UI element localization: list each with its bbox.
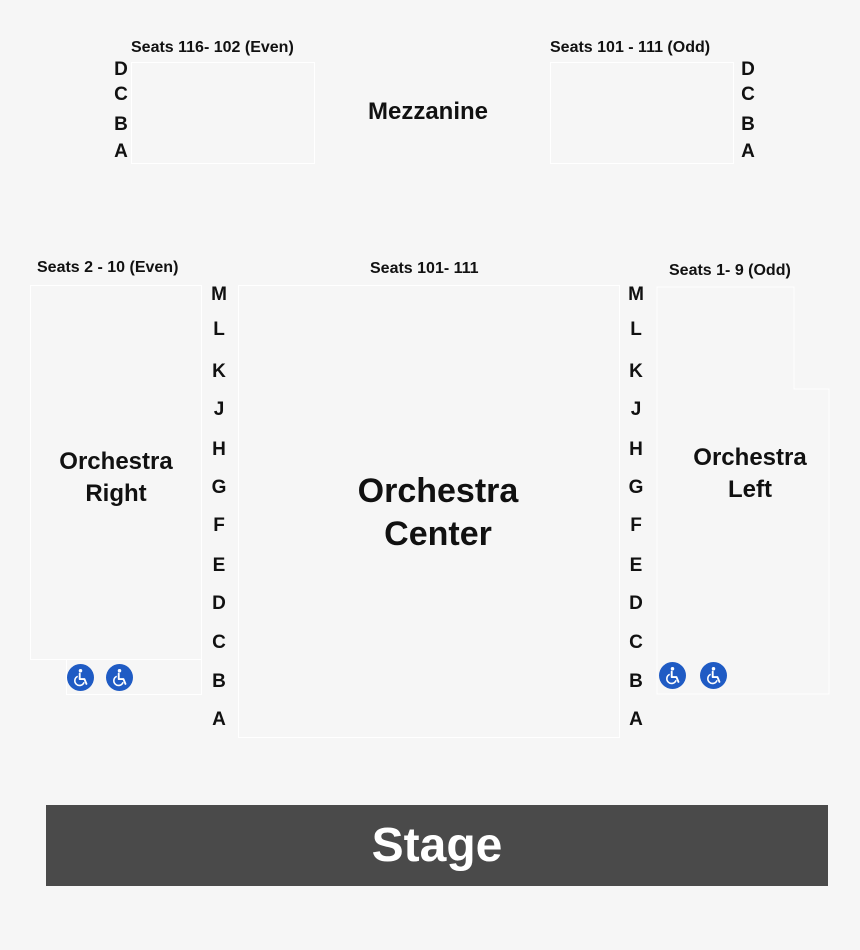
mezzanine-title: Mezzanine [367, 98, 489, 125]
mezz-left-row-a: A [114, 141, 128, 162]
wheelchair-icon[interactable] [67, 664, 94, 691]
mezz-right-row-d: D [741, 59, 755, 80]
orchestra-right-title-line1: Orchestra [59, 448, 173, 475]
mezzanine-right-seats-label: Seats 101 - 111 (Odd) [550, 39, 711, 56]
orchestra-left-aisle-row-a: A [212, 709, 226, 730]
orchestra-left-aisle-row-e: E [212, 555, 226, 576]
orchestra-right-aisle-row-m: M [628, 284, 644, 305]
orchestra-left-aisle-row-j: J [213, 399, 225, 420]
orchestra-right-aisle-row-a: A [629, 709, 643, 730]
orchestra-right-title-line2: Right [85, 480, 147, 507]
orchestra-left-title-line2: Left [728, 476, 772, 503]
mezzanine-right-section[interactable] [550, 62, 734, 164]
mezz-left-row-c: C [114, 84, 128, 105]
orchestra-right-aisle-row-d: D [629, 593, 643, 614]
orchestra-left-aisle-row-f: F [213, 515, 225, 536]
orchestra-left-seats-label: Seats 1- 9 (Odd) [669, 262, 791, 279]
wheelchair-icon[interactable] [659, 662, 686, 689]
orchestra-right-aisle-row-l: L [630, 319, 642, 340]
mezz-left-row-d: D [114, 59, 128, 80]
orchestra-left-title-line1: Orchestra [693, 444, 807, 471]
orchestra-right-seats-label: Seats 2 - 10 (Even) [37, 259, 179, 276]
orchestra-right-aisle-row-k: K [629, 361, 643, 382]
orchestra-left-aisle-row-b: B [212, 671, 226, 692]
orchestra-left-aisle-row-m: M [211, 284, 227, 305]
mezzanine-left-seats-label: Seats 116- 102 (Even) [131, 39, 294, 56]
orchestra-right-aisle-row-b: B [629, 671, 643, 692]
orchestra-center-seats-label: Seats 101- 111 [370, 260, 479, 277]
orchestra-left-title [670, 442, 830, 506]
orchestra-right-aisle-row-g: G [628, 477, 644, 498]
mezz-right-row-a: A [741, 141, 755, 162]
orchestra-right-aisle-row-f: F [630, 515, 642, 536]
mezz-right-row-b: B [741, 114, 755, 135]
orchestra-right-aisle-row-j: J [630, 399, 642, 420]
orchestra-right-title [30, 446, 202, 510]
orchestra-right-aisle-row-e: E [629, 555, 643, 576]
orchestra-right-aisle-row-c: C [629, 632, 643, 653]
orchestra-left-aisle-row-h: H [212, 439, 226, 460]
wheelchair-icon[interactable] [700, 662, 727, 689]
stage-label: Stage [371, 819, 503, 872]
orchestra-left-aisle-row-c: C [212, 632, 226, 653]
orchestra-center-title [238, 470, 638, 556]
mezzanine-left-section[interactable] [131, 62, 315, 164]
orchestra-left-aisle-row-l: L [213, 319, 225, 340]
orchestra-right-aisle-row-h: H [629, 439, 643, 460]
orchestra-left-aisle-row-d: D [212, 593, 226, 614]
mezz-right-row-c: C [741, 84, 755, 105]
orchestra-center-title-line1: Orchestra [357, 472, 519, 510]
orchestra-center-title-line2: Center [384, 515, 492, 553]
stage [46, 805, 828, 886]
wheelchair-icon[interactable] [106, 664, 133, 691]
mezz-left-row-b: B [114, 114, 128, 135]
orchestra-left-aisle-row-k: K [212, 361, 226, 382]
orchestra-left-aisle-row-g: G [211, 477, 227, 498]
